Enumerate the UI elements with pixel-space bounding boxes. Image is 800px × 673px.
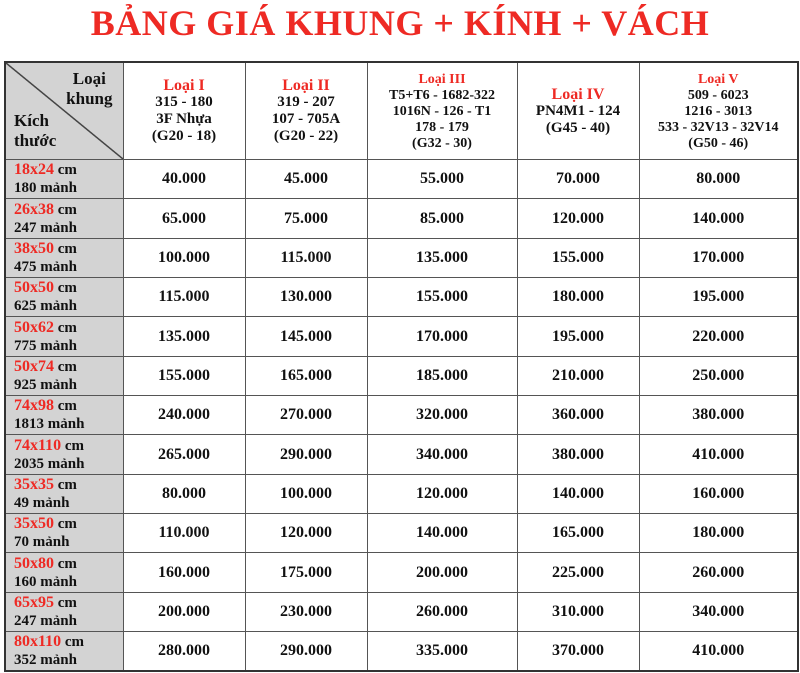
price-cell: 200.000	[367, 553, 517, 592]
header-row	[5, 62, 798, 160]
price-cell: 240.000	[123, 396, 245, 435]
price-cell: 55.000	[367, 160, 517, 199]
price-cell: 110.000	[123, 514, 245, 553]
size-cell	[5, 278, 123, 317]
table-row	[5, 317, 798, 356]
page-title: BẢNG GIÁ KHUNG + KÍNH + VÁCH	[90, 3, 710, 43]
size-unit: cm	[57, 594, 77, 611]
column-code-line: PN4M1 - 124	[535, 102, 621, 119]
price-cell: 155.000	[367, 278, 517, 317]
column-header-loai-3	[367, 62, 517, 160]
column-code-line: 1016N - 126 - T1	[392, 103, 492, 119]
column-code-line: (G20 - 22)	[273, 128, 339, 144]
price-cell: 165.000	[245, 356, 367, 395]
price-cell: 100.000	[245, 474, 367, 513]
size-dimension: 74x110	[14, 436, 62, 454]
price-cell: 135.000	[123, 317, 245, 356]
piece-count: 160 mảnh	[14, 573, 77, 590]
column-title: Loại IV	[551, 85, 605, 103]
price-cell: 380.000	[639, 396, 798, 435]
size-unit: cm	[57, 398, 77, 415]
column-code-line: 1216 - 3013	[684, 103, 753, 119]
price-cell: 280.000	[123, 632, 245, 671]
size-dimension: 50x50	[14, 279, 54, 297]
table-row	[5, 553, 798, 592]
price-table	[4, 61, 799, 672]
column-title: Loại II	[282, 77, 330, 94]
price-cell: 370.000	[517, 632, 639, 671]
price-cell: 380.000	[517, 435, 639, 474]
price-cell: 180.000	[517, 278, 639, 317]
column-code-line: 178 - 179	[415, 119, 469, 135]
price-cell: 250.000	[639, 356, 798, 395]
size-unit: cm	[57, 162, 77, 179]
column-code-line: 319 - 207	[277, 94, 335, 110]
price-cell: 140.000	[639, 199, 798, 238]
piece-count: 2035 mảnh	[14, 455, 85, 472]
price-cell: 185.000	[367, 356, 517, 395]
column-code-line: (G45 - 40)	[545, 119, 611, 136]
price-cell: 120.000	[367, 474, 517, 513]
column-code-line: 107 - 705A	[271, 111, 341, 127]
piece-count: 475 mảnh	[14, 258, 77, 275]
table-row	[5, 199, 798, 238]
column-header-loai-5	[639, 62, 798, 160]
size-unit: cm	[64, 437, 85, 454]
price-cell: 200.000	[123, 592, 245, 631]
table-row	[5, 592, 798, 631]
size-cell	[5, 592, 123, 631]
price-cell: 340.000	[367, 435, 517, 474]
price-cell: 85.000	[367, 199, 517, 238]
size-unit: cm	[57, 319, 77, 336]
size-dimension: 18x24	[14, 161, 54, 179]
price-cell: 170.000	[367, 317, 517, 356]
price-cell: 290.000	[245, 632, 367, 671]
column-code-line: 509 - 6023	[687, 87, 749, 103]
column-header-loai-2	[245, 62, 367, 160]
column-code-line: (G20 - 18)	[151, 128, 217, 144]
price-cell: 265.000	[123, 435, 245, 474]
size-unit: cm	[64, 634, 85, 651]
size-cell	[5, 435, 123, 474]
price-cell: 100.000	[123, 238, 245, 277]
price-cell: 175.000	[245, 553, 367, 592]
column-title: Loại III	[418, 71, 466, 87]
price-cell: 160.000	[639, 474, 798, 513]
piece-count: 70 mảnh	[14, 534, 70, 551]
price-cell: 135.000	[367, 238, 517, 277]
price-cell: 310.000	[517, 592, 639, 631]
price-cell: 140.000	[367, 514, 517, 553]
price-cell: 180.000	[639, 514, 798, 553]
corner-label-size: Kích	[14, 111, 49, 130]
size-cell	[5, 317, 123, 356]
price-cell: 40.000	[123, 160, 245, 199]
price-cell: 80.000	[123, 474, 245, 513]
piece-count: 625 mảnh	[14, 298, 77, 315]
price-cell: 155.000	[123, 356, 245, 395]
price-cell: 145.000	[245, 317, 367, 356]
price-cell: 410.000	[639, 435, 798, 474]
table-row	[5, 356, 798, 395]
size-cell	[5, 396, 123, 435]
price-cell: 360.000	[517, 396, 639, 435]
piece-count: 180 mảnh	[14, 180, 77, 197]
size-cell	[5, 199, 123, 238]
table-row	[5, 632, 798, 671]
column-title: Loại V	[697, 71, 739, 87]
price-cell: 320.000	[367, 396, 517, 435]
price-cell: 170.000	[639, 238, 798, 277]
price-cell: 130.000	[245, 278, 367, 317]
size-dimension: 50x80	[14, 554, 54, 572]
price-cell: 225.000	[517, 553, 639, 592]
table-row	[5, 474, 798, 513]
piece-count: 925 mảnh	[14, 376, 77, 393]
column-header-loai-4	[517, 62, 639, 160]
size-cell	[5, 514, 123, 553]
price-cell: 45.000	[245, 160, 367, 199]
price-cell: 290.000	[245, 435, 367, 474]
price-cell: 75.000	[245, 199, 367, 238]
price-cell: 155.000	[517, 238, 639, 277]
corner-label-type: Loại	[72, 69, 106, 88]
price-cell: 165.000	[517, 514, 639, 553]
price-cell: 115.000	[245, 238, 367, 277]
corner-header-cell	[5, 62, 123, 160]
size-unit: cm	[57, 358, 77, 375]
size-dimension: 50x74	[14, 357, 54, 375]
table-body	[5, 160, 798, 672]
price-cell: 335.000	[367, 632, 517, 671]
price-cell: 195.000	[639, 278, 798, 317]
price-cell: 260.000	[367, 592, 517, 631]
table-row	[5, 396, 798, 435]
column-code-line: 315 - 180	[155, 94, 213, 110]
price-cell: 120.000	[245, 514, 367, 553]
size-unit: cm	[57, 516, 77, 533]
piece-count: 775 mảnh	[14, 337, 77, 354]
size-unit: cm	[57, 555, 77, 572]
corner-label-dimension: thước	[14, 131, 57, 150]
size-cell	[5, 553, 123, 592]
piece-count: 352 mảnh	[14, 652, 77, 669]
size-dimension: 50x62	[14, 318, 54, 336]
column-code-line: T5+T6 - 1682-322	[389, 87, 495, 103]
piece-count: 1813 mảnh	[14, 416, 85, 433]
size-unit: cm	[57, 201, 77, 218]
size-dimension: 80x110	[14, 633, 62, 651]
price-cell: 270.000	[245, 396, 367, 435]
size-cell	[5, 632, 123, 671]
column-title: Loại I	[163, 77, 205, 94]
price-cell: 340.000	[639, 592, 798, 631]
size-unit: cm	[57, 240, 77, 257]
price-cell: 140.000	[517, 474, 639, 513]
column-code-line: (G32 - 30)	[412, 135, 472, 151]
column-code-line: (G50 - 46)	[688, 135, 749, 151]
size-cell	[5, 160, 123, 199]
table-row	[5, 514, 798, 553]
price-cell: 80.000	[639, 160, 798, 199]
price-cell: 70.000	[517, 160, 639, 199]
table-row	[5, 238, 798, 277]
size-dimension: 74x98	[14, 397, 54, 415]
size-unit: cm	[57, 476, 77, 493]
price-cell: 120.000	[517, 199, 639, 238]
corner-label-frame: khung	[66, 89, 113, 108]
piece-count: 49 mảnh	[14, 494, 70, 511]
price-cell: 195.000	[517, 317, 639, 356]
size-dimension: 35x50	[14, 515, 54, 533]
table-row	[5, 435, 798, 474]
price-cell: 220.000	[639, 317, 798, 356]
table-row	[5, 160, 798, 199]
price-cell: 65.000	[123, 199, 245, 238]
size-cell	[5, 356, 123, 395]
size-dimension: 26x38	[14, 200, 54, 218]
price-cell: 115.000	[123, 278, 245, 317]
price-cell: 160.000	[123, 553, 245, 592]
size-cell	[5, 474, 123, 513]
price-cell: 410.000	[639, 632, 798, 671]
column-code-line: 533 - 32V13 - 32V14	[657, 119, 779, 135]
size-dimension: 65x95	[14, 593, 54, 611]
piece-count: 247 mảnh	[14, 612, 77, 629]
price-cell: 260.000	[639, 553, 798, 592]
column-code-line: 3F Nhựa	[156, 111, 212, 127]
size-unit: cm	[57, 280, 77, 297]
price-cell: 210.000	[517, 356, 639, 395]
size-dimension: 38x50	[14, 239, 54, 257]
size-cell	[5, 238, 123, 277]
price-cell: 230.000	[245, 592, 367, 631]
piece-count: 247 mảnh	[14, 219, 77, 236]
size-dimension: 35x35	[14, 475, 54, 493]
column-header-loai-1	[123, 62, 245, 160]
table-row	[5, 278, 798, 317]
